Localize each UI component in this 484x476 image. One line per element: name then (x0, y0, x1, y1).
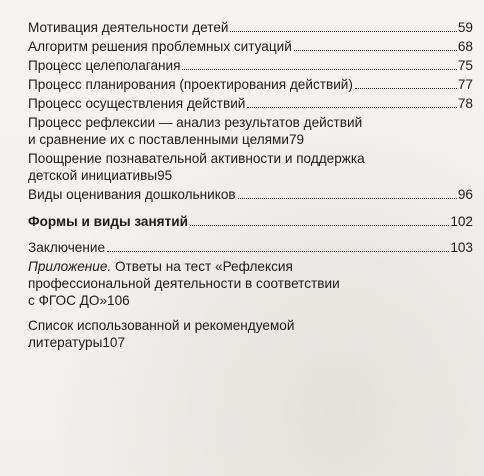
toc-entry (28, 19, 473, 36)
toc-entry-title: Процесс целеполагания (28, 58, 181, 73)
toc-entry-title-part: Ответы на тест «Рефлексия (111, 259, 293, 274)
toc-entry-title-line: Поощрение познавательной активности и поддержка (28, 151, 365, 166)
toc-page-number: 75 (457, 58, 473, 73)
toc-entry (28, 57, 473, 74)
toc-page-number: 59 (457, 20, 473, 35)
toc-section-title: Формы и виды занятий (28, 214, 188, 229)
toc-entry (28, 76, 473, 93)
toc-entry (28, 38, 473, 55)
toc-page-number: 77 (457, 77, 473, 92)
toc-entry (28, 317, 473, 351)
toc-entry (28, 114, 473, 148)
dot-leader (355, 88, 457, 89)
toc-entry-title-line (28, 258, 473, 275)
toc-page-number: 96 (457, 187, 473, 202)
toc-page-number: 79 (288, 132, 305, 147)
dot-leader (238, 198, 457, 199)
toc-entry-title-line: и сравнение их с поставленными целями (28, 132, 289, 147)
toc-entry (28, 95, 473, 112)
toc-entry-section (28, 213, 473, 230)
toc-page-number: 95 (157, 168, 173, 183)
toc-page-number: 107 (102, 335, 126, 350)
toc-entry-title: Алгоритм решения проблемных ситуаций (28, 39, 292, 54)
toc-page-number: 68 (457, 39, 473, 54)
toc-entry-title-line: литературы (28, 335, 103, 350)
toc-entry-title-line: с ФГОС ДО» (28, 293, 108, 308)
toc-page-number: 102 (450, 214, 473, 229)
dot-leader (247, 107, 456, 108)
dot-leader (294, 50, 457, 51)
toc-entry-title: Процесс планирования (проектирования действий) (28, 77, 353, 92)
toc-entry (28, 150, 473, 184)
toc-entry-title-line: Список использованной и рекомендуемой (28, 318, 295, 333)
dot-leader (230, 31, 456, 32)
toc-entry-title: Мотивация деятельности детей (28, 20, 229, 35)
toc-entry (28, 239, 473, 256)
toc-entry-title: Заключение (28, 240, 106, 255)
toc-entry-title: Виды оценивания дошкольников (28, 187, 236, 202)
toc-page-number: 78 (457, 96, 473, 111)
dot-leader (182, 69, 456, 70)
appendix-label: Приложение. (28, 259, 112, 274)
toc-page-number: 103 (450, 240, 473, 255)
toc-entry-title-line: Процесс рефлексии — анализ результатов действий (28, 115, 363, 130)
toc-entry-title-line: профессиональной деятельности в соответствии (28, 276, 340, 291)
dot-leader (107, 251, 449, 252)
toc-entry (28, 258, 473, 309)
toc-entry-title: Процесс осуществления действий (28, 96, 246, 111)
dot-leader (190, 225, 449, 226)
toc-page-number: 106 (107, 293, 130, 308)
toc-entry (28, 186, 473, 203)
toc-entry-title-line: детской инициативы (28, 168, 158, 183)
